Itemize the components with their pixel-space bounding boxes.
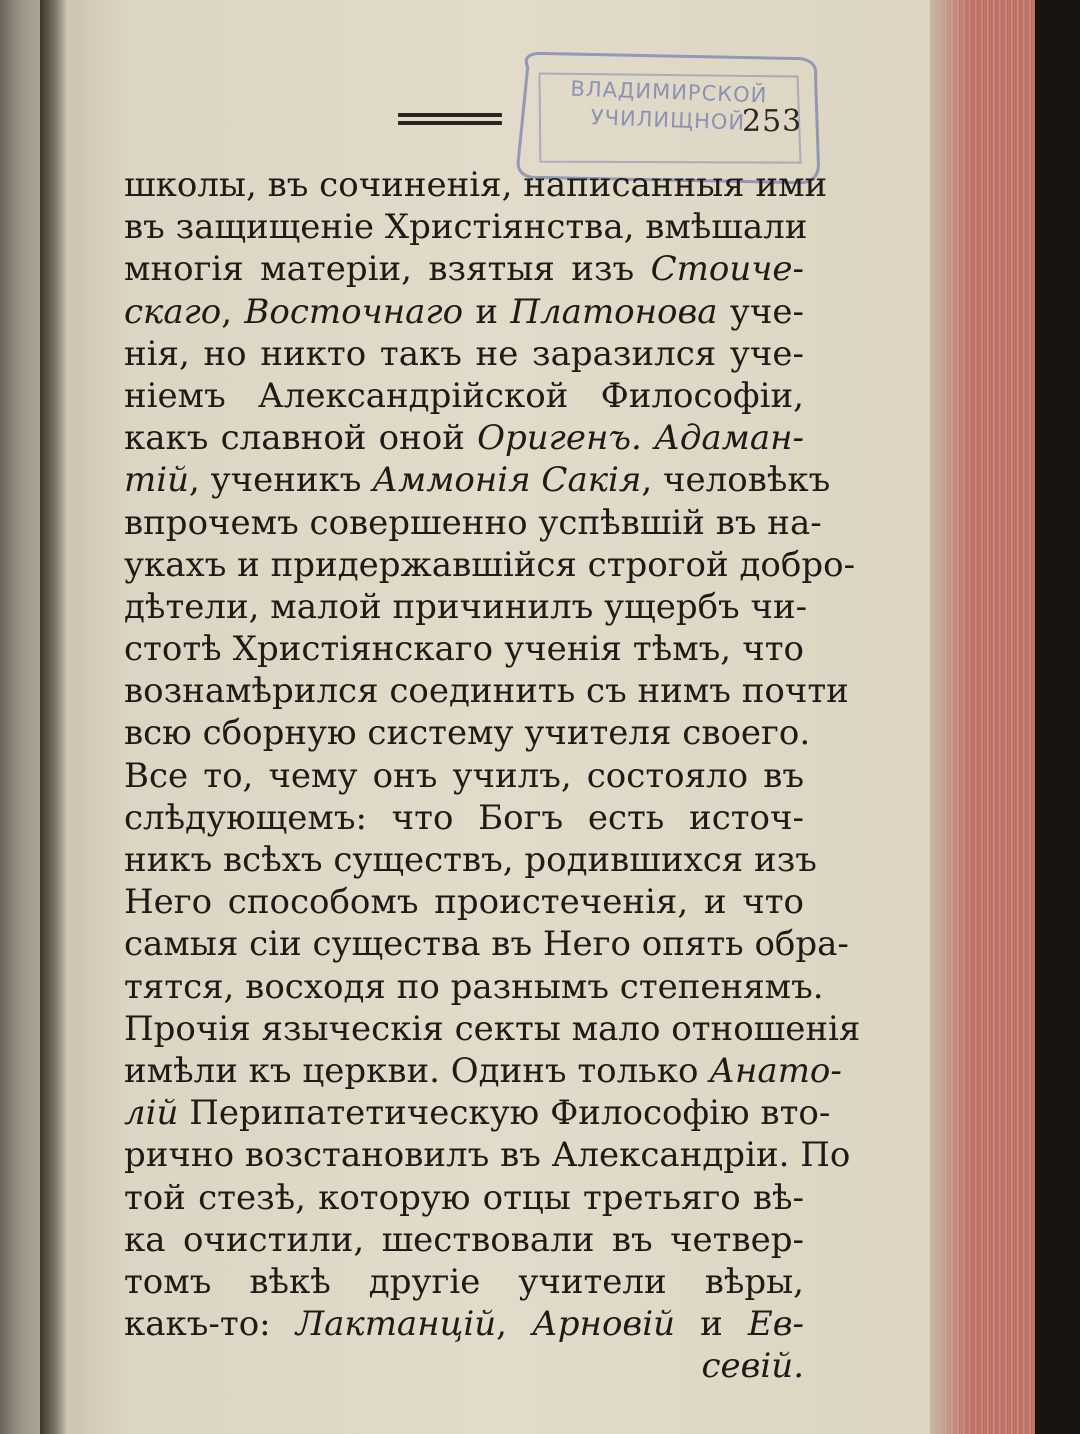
page-edges-shade (930, 0, 970, 1434)
header-double-rule (398, 113, 502, 129)
text-line: скаго, Восточнаго и Платонова уче- (124, 291, 804, 332)
text-line: лій Перипатетическую Философію вто- (124, 1093, 831, 1134)
text-line: укахъ и придержавшійся строгой добро- (124, 544, 856, 585)
text-line: тятся, восходя по разнымъ степенямъ. (124, 966, 824, 1007)
text-line: дѣтели, малой причинилъ ущербъ чи- (124, 586, 808, 627)
text-line: нія, но никто такъ не заразился уче- (124, 333, 804, 374)
body-text (124, 164, 861, 1387)
text-line: впрочемъ совершенно успѣвшій въ на- (124, 502, 822, 543)
text-line: рично возстановилъ въ Александріи. По (124, 1135, 851, 1176)
text-line: тій, ученикъ Аммонія Сакія, человѣкъ (124, 460, 831, 501)
italic-name: Аммонія Сакія (372, 460, 642, 501)
italic-name: Восточнаго (244, 291, 464, 332)
text-line: томъ вѣкѣ другіе учители вѣры, (124, 1261, 804, 1302)
text-line: школы, въ сочиненія, написанныя ими (124, 165, 828, 205)
text-line: какъ славной оной Оригенъ. Адаман- (124, 418, 804, 459)
text-line: въ защищеніе Христіянства, вмѣшали (124, 207, 808, 248)
text-line: ніемъ Александрійской Философіи, (124, 375, 804, 416)
stamp-line-1: ВЛАДИМИРСКОЙ (570, 76, 768, 108)
stamp-line-2: УЧИЛИЩНОЙ (590, 105, 746, 135)
book-gutter (40, 0, 66, 1434)
text-line: Него способомъ проистеченія, и что (124, 882, 804, 923)
text-line: многія матеріи, взятыя изъ Стоиче- (124, 249, 804, 290)
italic-name: Адаман- (654, 418, 804, 459)
text-line (124, 1345, 804, 1387)
text-line: слѣдующемъ: что Богъ есть источ- (124, 797, 804, 838)
text-line: Все то, чему онъ училъ, состояло въ (124, 755, 804, 796)
italic-name: Арновій (532, 1304, 675, 1345)
text-line: какъ-то: Лактанцій, Арновій и Ев- (124, 1304, 805, 1345)
text-line: стотѣ Христіянскаго ученія тѣмъ, что (124, 629, 804, 670)
text-line: самыя сіи существа въ Него опять обра- (124, 924, 849, 965)
italic-name: тій (124, 460, 190, 501)
stamp-text (528, 73, 810, 139)
italic-name: Стоиче- (650, 249, 804, 290)
text-line: имѣли къ церкви. Одинъ только Анато- (124, 1050, 842, 1091)
italic-name: севій. (701, 1346, 804, 1387)
book-cover-edge (1035, 0, 1080, 1434)
text-line: никъ всѣхъ существъ, родившихся изъ (124, 840, 817, 880)
text-line: вознамѣрился соединить съ нимъ почти (124, 671, 849, 712)
page-number: 253 (742, 104, 803, 139)
italic-name: лій (124, 1093, 179, 1134)
text-line: всю сборную систему учителя своего. (124, 713, 811, 754)
italic-name: Платонова (510, 291, 718, 332)
text-line: Прочія языческія секты мало отношенія (124, 1008, 861, 1049)
italic-name: Лактанцій (295, 1304, 497, 1345)
italic-name: Ев- (747, 1304, 805, 1345)
italic-name: скаго (124, 291, 222, 332)
text-line: ка очистили, шествовали въ четвер- (124, 1219, 804, 1260)
italic-name: Анато- (709, 1050, 842, 1091)
italic-name: Оригенъ. (477, 418, 642, 459)
text-line: той стезѣ, которую отцы третьяго вѣ- (124, 1177, 804, 1218)
